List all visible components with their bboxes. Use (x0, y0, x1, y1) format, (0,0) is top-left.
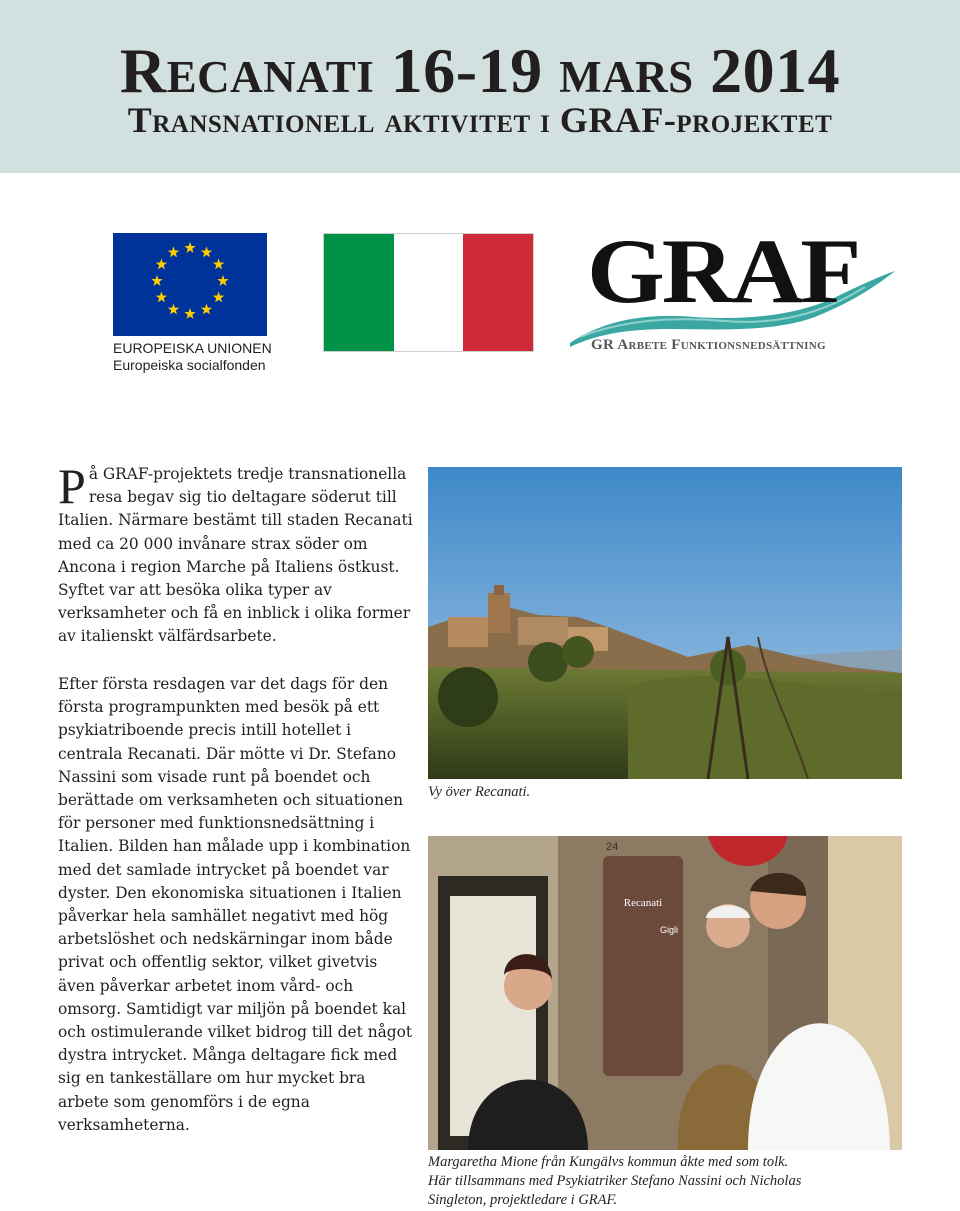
photo-caption-people-line2: Här tillsammans med Psykiatriker Stefano Nassini och Nicholas (428, 1173, 802, 1189)
italy-flag-white (394, 234, 464, 351)
page-title: Recanati 16-19 mars 2014 (119, 35, 841, 106)
sign-title: Recanati (623, 897, 663, 909)
eu-caption-union: EUROPEISKA UNIONEN (113, 340, 272, 356)
photo-caption-view: Vy över Recanati. (428, 784, 531, 800)
article-paragraph-1 (58, 458, 418, 649)
photo-caption-people-line1: Margaretha Mione från Kungälvs kommun åkte med som tolk. (428, 1154, 789, 1170)
door-number: 24 (606, 841, 619, 853)
article-paragraph-2: Efter första resdagen var det dags för den första programpunkten med besök på ett psykiatriboende precis intill hotellet i centrala Recanati. Där mötte vi Dr. Stefano Nassini som visade runt på boendet och berättade om verksamheten och situationen för personer med funktionsnedsättning i Italien. Bilden han målade upp i kombination med det samlade intrycket på boendet var dyster. Den ekonomiska situationen i Italien påverkar hela samhället negativt med hög arbetslöshet och nedskärningar inom både privat och offentlig sektor, vilket givetvis även påverkar arbetet inom vård- och omsorg. Samtidigt var miljön på boendet kal och ostimulerande vilket bidrog till det något dystra intrycket. Många deltagare fick med sig en tankeställare om hur mycket bra arbete som genomförs i de egna verksamheterna. (58, 675, 413, 1134)
graf-logo-tagline: GR Arbete Funktionsnedsättning (591, 337, 826, 353)
recanati-view-photo (428, 467, 902, 779)
sign-label: Gigli (660, 925, 679, 935)
tourist-sign (603, 856, 683, 1076)
italy-flag-green (324, 234, 394, 351)
drop-cap: P (58, 458, 86, 514)
eu-flag-logo (113, 233, 267, 336)
graf-logo-text: GRAF (587, 220, 859, 323)
page-subtitle: Transnationell aktivitet i GRAF-projektet (127, 100, 833, 140)
italy-flag-red (463, 234, 533, 351)
article-paragraph-1-text: å GRAF-projektets tredje transnationella resa begav sig tio deltagare söderut till Italien. Närmare bestämt till staden Recanati med ca 20 000 invånare strax söder om Ancona i region Marche på Italiens östkust. Syftet var att besöka olika typer av verksamheter och få en inblick i olika former av italienskt välfärdsarbete. (58, 465, 413, 646)
people-photo (428, 836, 902, 1150)
photo-caption-people-line3: Singleton, projektledare i GRAF. (428, 1192, 618, 1208)
photo-caption-people (428, 1153, 898, 1210)
italy-flag (323, 233, 534, 352)
eu-caption-fund: Europeiska socialfonden (113, 357, 266, 373)
